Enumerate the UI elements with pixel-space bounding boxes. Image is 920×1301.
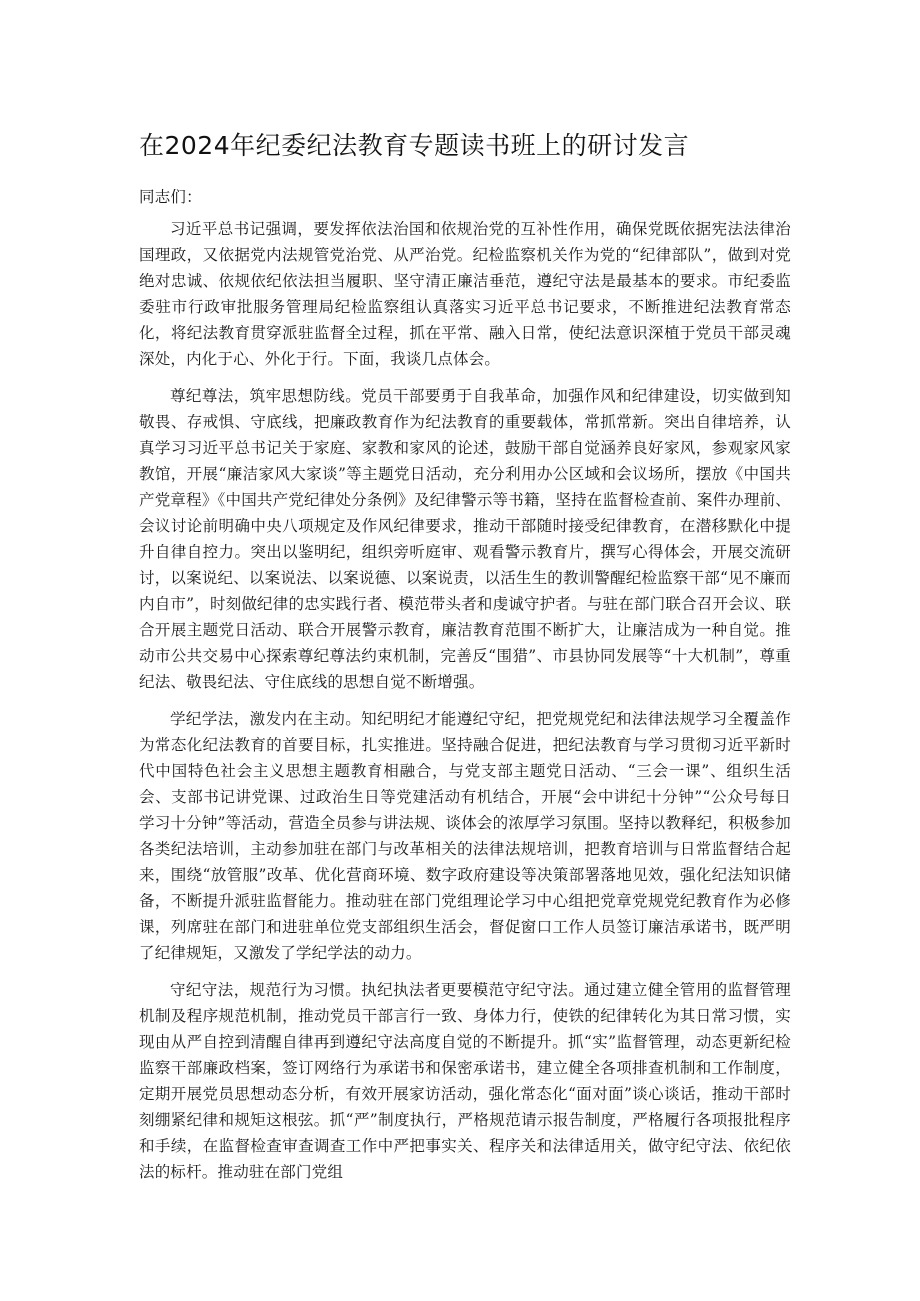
salutation: 同志们： [139, 188, 202, 206]
document-page [139, 128, 791, 1196]
paragraph-keep-discipline: 守纪守法，规范行为习惯。执纪执法者更要模范守纪守法。通过建立健全管用的监督管理机制及程序规范机制，推动党员干部言行一致、身体力行，使铁的纪律转化为其日常习惯，实现由从严自控到清醒自律再到遵纪守法高度自觉的不断提升。抓“实”监督管理，动态更新纪检监察干部廉政档案，签订网络行为承诺书和保密承诺书，建立健全各项排查机制和工作制度，定期开展党员思想动态分析，有效开展家访活动，强化常态化“面对面”谈心谈话，推动干部时刻绷紧纪律和规矩这根弦。抓“严”制度执行，严格规范请示报告制度，严格履行各项报批程序和手续，在监督检查审查调查工作中严把事实关、程序关和法律适用关，做守纪守法、依纪依法的标杆。推动驻在部门党组 [139, 981, 791, 1181]
document-title: 在2024年纪委纪法教育专题读书班上的研讨发言 [139, 131, 690, 160]
paragraph-respect-discipline: 尊纪尊法，筑牢思想防线。党员干部要勇于自我革命，加强作风和纪律建设，切实做到知敬畏、存戒惧、守底线，把廉政教育作为纪法教育的重要载体，常抓常新。突出自律培养，认真学习习近平总书记关于家庭、家教和家风的论述，鼓励干部自觉涵养良好家风，参观家风家教馆，开展“廉洁家风大家谈”等主题党日活动，充分利用办公区域和会议场所，摆放《中国共产党章程》《中国共产党纪律处分条例》及纪律警示等书籍，坚持在监督检查前、案件办理前、会议讨论前明确中央八项规定及作风纪律要求，推动干部随时接受纪律教育，在潜移默化中提升自律自控力。突出以鉴明纪，组织旁听庭审、观看警示教育片，撰写心得体会，开展交流研讨，以案说纪、以案说法、以案说德、以案说责，以活生生的教训警醒纪检监察干部“见不廉而内自市”，时刻做纪律的忠实践行者、模范带头者和虔诚守护者。与驻在部门联合召开会议、联合开展主题党日活动、联合开展警示教育，廉洁教育范围不断扩大，让廉洁成为一种自觉。推动市公共交易中心探索尊纪尊法约束机制，完善反“围猎”、市县协同发展等“十大机制”，尊重纪法、敬畏纪法、守住底线的思想自觉不断增强。 [139, 387, 791, 691]
paragraph-intro: 习近平总书记强调，要发挥依法治国和依规治党的互补性作用，确保党既依据宪法法律治国理政，又依据党内法规管党治党、从严治党。纪检监察机关作为党的“纪律部队”，做到对党绝对忠诚、依规依纪依法担当履职、坚守清正廉洁垂范，遵纪守法是最基本的要求。市纪委监委驻市行政审批服务管理局纪检监察组认真落实习近平总书记要求，不断推进纪法教育常态化，将纪法教育贯穿派驻监督全过程，抓在平常、融入日常，使纪法意识深植于党员干部灵魂深处，内化于心、外化于行。下面，我谈几点体会。 [139, 220, 791, 368]
paragraph-learn-discipline: 学纪学法，激发内在主动。知纪明纪才能遵纪守纪，把党规党纪和法律法规学习全覆盖作为常态化纪法教育的首要目标，扎实推进。坚持融合促进，把纪法教育与学习贯彻习近平新时代中国特色社会主义思想主题教育相融合，与党支部主题党日活动、“三会一课”、组织生活会、支部书记讲党课、过政治生日等党建活动有机结合，开展“会中讲纪十分钟”“公众号每日学习十分钟”等活动，营造全员参与讲法规、谈体会的浓厚学习氛围。坚持以教释纪，积极参加各类纪法培训，主动参加驻在部门与改革相关的法律法规培训，把教育培训与日常监督结合起来，围绕“放管服”改革、优化营商环境、数字政府建设等决策部署落地见效，强化纪法知识储备，不断提升派驻监督能力。推动驻在部门党组理论学习中心组把党章党规党纪教育作为必修课，列席驻在部门和进驻单位党支部组织生活会，督促窗口工作人员签订廉洁承诺书，既严明了纪律规矩，又激发了学纪学法的动力。 [139, 710, 791, 962]
